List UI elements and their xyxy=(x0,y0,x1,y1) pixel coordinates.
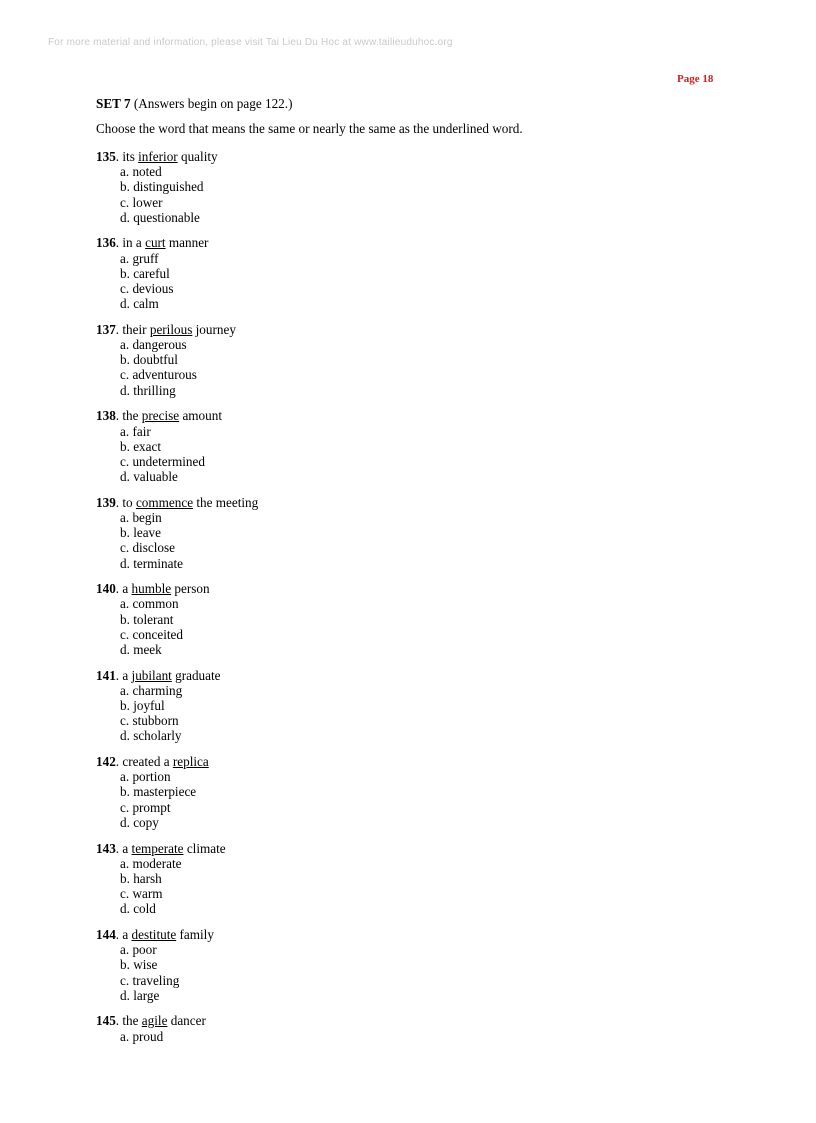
answer-option: c. devious xyxy=(120,281,174,296)
question-number: 136 xyxy=(96,235,116,251)
answer-option: d. meek xyxy=(120,641,162,657)
answer-option: c. disclose xyxy=(120,540,175,556)
stem-prefix: . created a xyxy=(115,754,173,770)
question-number: 141 xyxy=(96,667,116,683)
answer-option: d. copy xyxy=(120,814,159,830)
stem-prefix: . a xyxy=(115,840,132,856)
stem-suffix: the meeting xyxy=(193,494,259,510)
question-136 xyxy=(96,235,776,311)
question-number: 137 xyxy=(96,321,116,337)
question-141 xyxy=(96,668,776,744)
underlined-word: destitute xyxy=(131,926,177,942)
question-number: 145 xyxy=(96,1013,116,1029)
question-stem xyxy=(96,668,776,683)
answer-option: c. adventurous xyxy=(120,367,197,383)
stem-prefix: . the xyxy=(115,408,142,424)
set-label: SET 7 xyxy=(96,96,131,111)
question-stem xyxy=(96,235,776,250)
answer-option: d. cold xyxy=(120,901,156,917)
answer-option: a. begin xyxy=(120,509,162,525)
answer-option: a. moderate xyxy=(120,855,182,871)
answer-option: b. careful xyxy=(120,265,170,281)
stem-prefix: . its xyxy=(115,149,139,164)
stem-suffix: person xyxy=(171,581,210,597)
question-number: 140 xyxy=(96,581,116,597)
underlined-word: perilous xyxy=(149,321,193,337)
answer-option: d. valuable xyxy=(120,469,178,485)
answer-option: d. terminate xyxy=(120,555,183,571)
answer-option: a. noted xyxy=(120,164,162,180)
answer-option: c. prompt xyxy=(120,799,171,815)
question-stem xyxy=(96,495,776,510)
answer-option: d. large xyxy=(120,987,160,1003)
underlined-word: humble xyxy=(131,581,172,597)
stem-suffix: family xyxy=(176,926,214,942)
question-number: 144 xyxy=(96,926,116,942)
stem-prefix: . the xyxy=(115,1013,142,1029)
answer-option: b. harsh xyxy=(120,870,162,886)
answer-option: b. wise xyxy=(120,957,158,973)
answer-option: d. scholarly xyxy=(120,728,182,744)
answer-option: a. proud xyxy=(120,1028,164,1044)
question-list xyxy=(96,149,776,1044)
set-note: (Answers begin on page 122.) xyxy=(133,96,293,111)
question-stem xyxy=(96,1013,776,1028)
underlined-word: commence xyxy=(135,494,194,510)
answer-option: a. portion xyxy=(120,769,171,785)
stem-suffix: graduate xyxy=(171,667,221,683)
answer-option: c. lower xyxy=(120,194,163,210)
underlined-word: jubilant xyxy=(131,667,172,683)
stem-prefix: . to xyxy=(115,494,136,510)
answer-option: c. traveling xyxy=(120,972,180,988)
question-stem xyxy=(96,754,776,769)
question-145 xyxy=(96,1013,776,1043)
question-stem xyxy=(96,841,776,856)
underlined-word: agile xyxy=(141,1013,168,1029)
stem-suffix: journey xyxy=(192,321,236,337)
answer-option: b. doubtful xyxy=(120,352,178,368)
answer-option: d. calm xyxy=(120,296,159,312)
answer-option: b. leave xyxy=(120,525,162,541)
answer-option: d. thrilling xyxy=(120,382,176,398)
question-135 xyxy=(96,149,776,225)
answer-option: c. stubborn xyxy=(120,713,179,729)
stem-prefix: . a xyxy=(115,667,132,683)
answer-option: c. undetermined xyxy=(120,453,205,469)
question-stem xyxy=(96,149,776,164)
question-140 xyxy=(96,581,776,657)
answer-option: a. dangerous xyxy=(120,337,187,353)
underlined-word: replica xyxy=(172,754,209,770)
answer-option: a. fair xyxy=(120,423,151,439)
stem-suffix: quality xyxy=(177,149,218,164)
stem-suffix: amount xyxy=(179,408,222,424)
answer-option: a. common xyxy=(120,596,179,612)
question-138 xyxy=(96,408,776,484)
answer-option: b. exact xyxy=(120,438,162,454)
stem-prefix: . a xyxy=(115,581,132,597)
question-stem xyxy=(96,322,776,337)
question-143 xyxy=(96,841,776,917)
question-139 xyxy=(96,495,776,571)
question-stem xyxy=(96,408,776,423)
answer-option: a. charming xyxy=(120,682,183,698)
underlined-word: inferior xyxy=(138,149,178,164)
question-number: 138 xyxy=(96,408,116,424)
answer-option: c. warm xyxy=(120,886,163,902)
underlined-word: temperate xyxy=(131,840,184,856)
watermark-text: For more material and information, please visit Tai Lieu Du Hoc at www.tailieuduhoc.org xyxy=(48,37,453,48)
instructions: Choose the word that means the same or nearly the same as the underlined word. xyxy=(96,121,523,136)
underlined-word: curt xyxy=(145,235,166,251)
answer-option: b. joyful xyxy=(120,698,165,713)
question-137 xyxy=(96,322,776,398)
stem-suffix: manner xyxy=(165,235,209,251)
question-142 xyxy=(96,754,776,830)
question-stem xyxy=(96,581,776,596)
set-heading xyxy=(96,96,776,116)
answer-option: c. conceited xyxy=(120,626,183,642)
stem-suffix: climate xyxy=(183,840,226,856)
answer-option: b. masterpiece xyxy=(120,784,197,800)
answer-option: b. tolerant xyxy=(120,611,174,627)
answer-option: a. gruff xyxy=(120,250,159,266)
question-stem xyxy=(96,927,776,942)
answer-option: d. questionable xyxy=(120,209,200,225)
stem-prefix: . their xyxy=(115,321,150,337)
stem-suffix: dancer xyxy=(167,1013,206,1029)
question-number: 139 xyxy=(96,494,116,510)
page-number: Page 18 xyxy=(677,73,714,85)
stem-prefix: . in a xyxy=(115,235,146,251)
question-number: 142 xyxy=(96,754,116,770)
underlined-word: precise xyxy=(141,408,180,424)
question-number: 135 xyxy=(96,149,116,164)
worksheet xyxy=(96,96,776,1054)
question-144 xyxy=(96,927,776,1003)
answer-option: a. poor xyxy=(120,942,157,958)
stem-prefix: . a xyxy=(115,926,132,942)
question-number: 143 xyxy=(96,840,116,856)
answer-option: b. distinguished xyxy=(120,179,204,195)
